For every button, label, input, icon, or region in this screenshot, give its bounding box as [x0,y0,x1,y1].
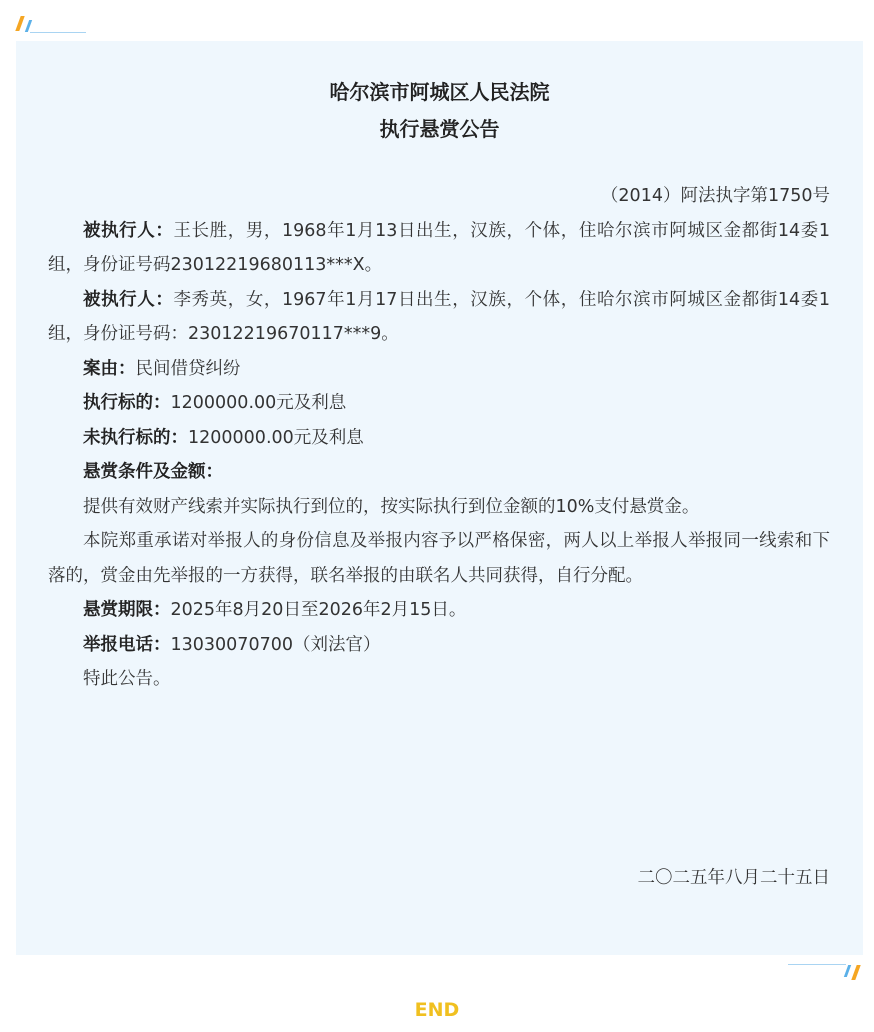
confidential-text: 本院郑重承诺对举报人的身份信息及举报内容予以严格保密，两人以上举报人举报同一线索和下落的，赏金由先举报的一方获得，联名举报的由联名人共同获得，自行分配。 [48,531,830,586]
top-left-decoration [0,0,100,40]
reward-heading-label: 悬赏条件及金额： [83,462,223,482]
end-label: END [414,999,460,1021]
unexecuted-line [48,421,830,456]
period-value: 2025年8月20日至2026年2月15日。 [170,600,467,620]
notice-body [48,179,830,697]
period-line [48,593,830,628]
person-1-text: 王长胜，男，1968年1月13日出生，汉族，个体，住哈尔滨市阿城区金都街14委1组，身份证号码2301221968011​3***X。 [48,220,830,275]
blue-stripe-icon [25,20,32,32]
notice-card [16,41,863,955]
blue-stripe-icon [844,965,851,977]
court-title: 哈尔滨市阿城区人民法院 [329,80,550,104]
reward-text: 提供有效财产线索并实际执行到位的，按实际执行到位金额的10%支付悬赏金。 [83,496,700,517]
phone-label: 举报电话： [83,634,171,655]
phone-line [48,628,830,663]
cause-label: 案由： [83,358,136,379]
target-value: 1200000.00元及利息 [170,393,347,413]
case-number: （2014）阿法执字第1750号 [600,186,830,206]
person-2-label: 被执行人： [83,289,174,310]
divider-line [788,964,846,965]
target-line [48,386,830,421]
person-2-text: 李秀英，女，1967年1月17日出生，汉族，个体，住哈尔滨市阿城区金都街14委1组，身份证号码：23012219670117***9。 [48,289,830,344]
phone-value: 13030070700（刘法官） [170,634,381,655]
orange-stripe-icon [851,965,860,980]
unexecuted-label: 未执行标的： [83,427,188,448]
cause-line [48,352,830,387]
person-1-label: 被执行人： [83,220,174,241]
closing-text: 特此公告。 [83,669,171,689]
notice-date: 二〇二五年八月二十五日 [637,868,830,888]
notice-title: 执行悬赏公告 [379,117,500,141]
bottom-right-decoration [780,960,874,990]
person-2 [48,283,830,352]
orange-stripe-icon [15,16,24,31]
period-label: 悬赏期限： [83,600,171,620]
cause-value: 民间借贷纠纷 [135,358,241,379]
reward-heading [48,455,830,490]
person-1 [48,214,830,283]
unexecuted-value: 1200000.00元及利息 [188,427,364,448]
divider-line [30,32,86,33]
target-label: 执行标的： [83,393,171,413]
